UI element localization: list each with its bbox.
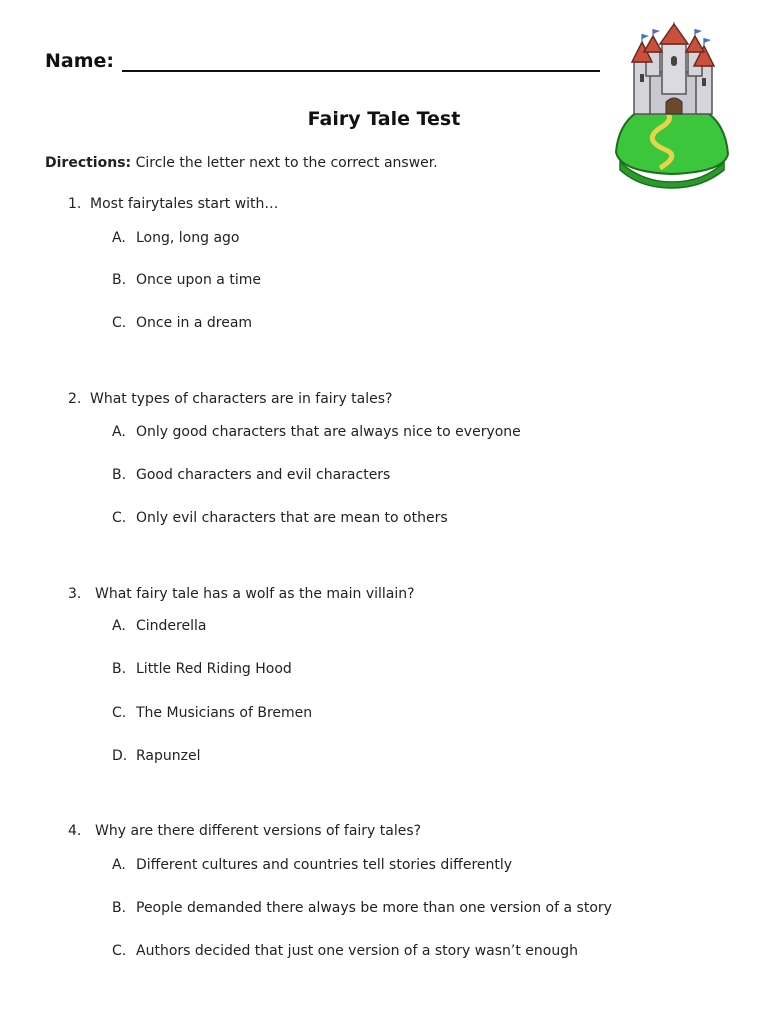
option-text: Long, long ago [136,230,240,246]
question-number: 4. [68,823,82,839]
question-2 [68,391,392,407]
option-text: Only evil characters that are mean to others [136,510,448,526]
name-row [45,50,600,72]
page-title: Fairy Tale Test [307,108,461,130]
name-label: Name: [45,50,115,72]
option-letter: A. [112,618,126,634]
option-4c [112,943,578,959]
option-letter: C. [112,315,127,331]
option-text: Cinderella [136,618,207,634]
option-letter: D. [112,748,128,764]
option-letter: C. [112,510,127,526]
question-4 [68,823,421,839]
option-2a [112,424,521,440]
question-1 [68,196,278,212]
option-1b [112,272,261,288]
option-text: Only good characters that are always nice to everyone [136,424,521,440]
question-text: Why are there different versions of fairy tales? [95,823,422,839]
name-blank-line [122,50,600,72]
option-text: Different cultures and countries tell stories differently [136,857,513,873]
option-2b [112,467,390,483]
option-letter: B. [112,272,127,288]
question-text: What fairy tale has a wolf as the main villain? [95,586,415,602]
option-letter: B. [112,661,127,677]
option-1a [112,230,239,246]
option-text: Good characters and evil characters [136,467,391,483]
option-3c [112,705,312,721]
option-text: People demanded there always be more than one version of a story [136,900,612,916]
option-2c [112,510,448,526]
option-text: Once upon a time [136,272,261,288]
directions [45,155,438,171]
option-text: Authors decided that just one version of a story wasn’t enough [136,943,578,959]
option-letter: C. [112,705,127,721]
option-letter: C. [112,943,127,959]
question-text: What types of characters are in fairy tales? [90,391,393,407]
question-3 [68,586,415,602]
question-text: Most fairytales start with… [90,196,279,212]
option-1c [112,315,252,331]
option-text: Rapunzel [136,748,201,764]
option-4a [112,857,512,873]
question-number: 1. [68,196,82,212]
directions-text: Circle the letter next to the correct answer. [131,155,438,171]
option-letter: A. [112,230,126,246]
option-letter: A. [112,424,126,440]
castle-icon [612,22,732,190]
option-3a [112,618,206,634]
option-letter: B. [112,467,127,483]
option-3b [112,661,292,677]
question-number: 2. [68,391,82,407]
option-4b [112,900,612,916]
question-number: 3. [68,586,82,602]
option-text: Little Red Riding Hood [136,661,292,677]
option-text: Once in a dream [136,315,253,331]
option-text: The Musicians of Bremen [136,705,313,721]
option-3d [112,748,200,764]
option-letter: A. [112,857,126,873]
directions-label: Directions: [45,155,132,171]
option-letter: B. [112,900,127,916]
